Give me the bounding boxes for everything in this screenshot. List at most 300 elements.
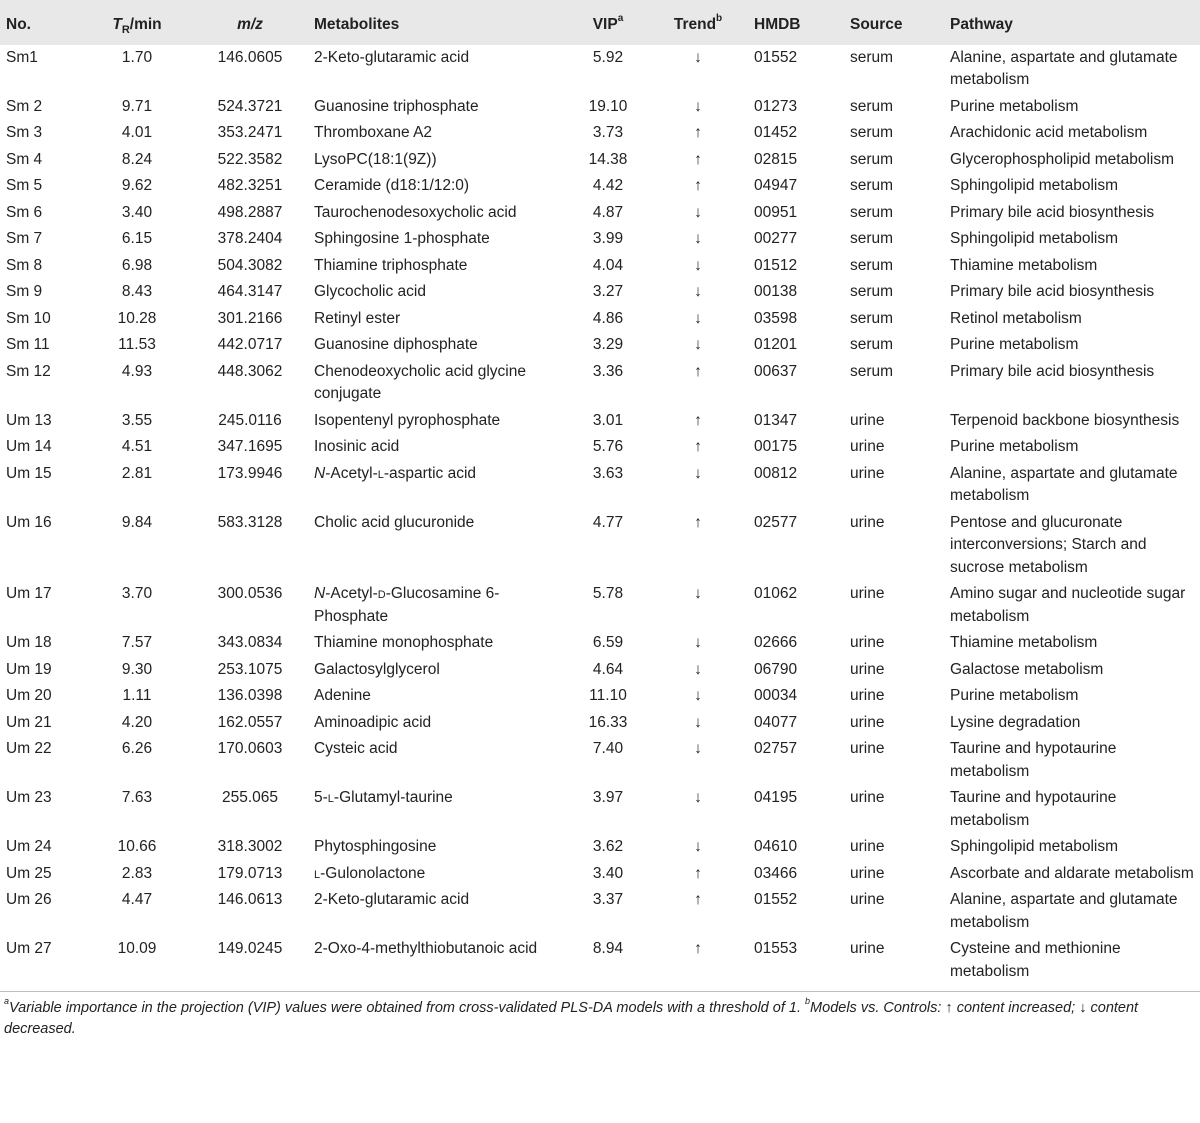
cell-vip: 3.01 bbox=[592, 411, 624, 429]
cell-metabolite bbox=[308, 887, 568, 936]
cell-mz: 136.0398 bbox=[217, 687, 283, 704]
cell-trend: ↓ bbox=[694, 309, 702, 327]
cell-pathway: Taurine and hypotaurine metabolism bbox=[950, 740, 1117, 780]
cell-vip: 16.33 bbox=[588, 713, 628, 731]
cell-vip: 14.38 bbox=[588, 150, 628, 168]
cell-source: urine bbox=[850, 713, 885, 731]
cell-source: serum bbox=[850, 309, 894, 327]
cell-retention-time: 8.24 bbox=[121, 150, 153, 168]
table-row bbox=[0, 887, 1200, 936]
cell-no: Sm 8 bbox=[6, 256, 43, 274]
header-retention-time bbox=[82, 0, 192, 45]
cell-hmdb: 03598 bbox=[754, 309, 798, 327]
cell-vip: 3.73 bbox=[592, 124, 624, 141]
cell-mz: 343.0834 bbox=[217, 634, 283, 651]
cell-no: Um 15 bbox=[6, 464, 52, 482]
header-trend-sup: b bbox=[716, 12, 723, 24]
table-row bbox=[0, 279, 1200, 306]
table-row bbox=[0, 785, 1200, 834]
cell-mz: 173.9946 bbox=[217, 464, 283, 482]
cell-retention-time: 10.28 bbox=[117, 309, 157, 327]
cell-source: serum bbox=[850, 177, 894, 194]
cell-source: urine bbox=[850, 891, 885, 908]
cell-pathway: Galactose metabolism bbox=[950, 660, 1104, 678]
cell-mz: 255.065 bbox=[221, 789, 279, 806]
cell-vip: 4.87 bbox=[592, 203, 624, 221]
cell-mz: 245.0116 bbox=[218, 411, 282, 429]
cell-hmdb: 04195 bbox=[754, 789, 798, 806]
cell-source: serum bbox=[850, 256, 894, 274]
metabolite-mid: -Acetyl- bbox=[325, 464, 378, 482]
cell-retention-time: 7.63 bbox=[121, 789, 153, 806]
cell-vip: 3.27 bbox=[592, 283, 624, 300]
cell-hmdb: 00812 bbox=[754, 464, 798, 482]
cell-retention-time: 9.30 bbox=[121, 660, 153, 678]
header-mz: m/z bbox=[237, 16, 263, 33]
cell-source: serum bbox=[850, 230, 894, 247]
cell-metabolite bbox=[308, 147, 568, 174]
cell-source: urine bbox=[850, 687, 885, 704]
cell-mz: 300.0536 bbox=[217, 585, 283, 602]
metabolite-name: Thiamine triphosphate bbox=[314, 256, 468, 274]
cell-trend: ↑ bbox=[694, 177, 702, 194]
metabolite-name: Chenodeoxycholic acid glycine conjugate bbox=[314, 362, 526, 402]
cell-source: urine bbox=[850, 864, 885, 882]
cell-source: serum bbox=[850, 48, 894, 66]
cell-retention-time: 2.83 bbox=[121, 864, 153, 882]
metabolite-name: 2-Keto-glutaramic acid bbox=[314, 48, 470, 66]
table-row bbox=[0, 147, 1200, 174]
cell-pathway: Sphingolipid metabolism bbox=[950, 838, 1119, 855]
metabolite-name: -Glutamyl-taurine bbox=[333, 789, 453, 806]
cell-source: urine bbox=[850, 411, 885, 429]
cell-trend: ↑ bbox=[694, 864, 702, 882]
cell-hmdb: 02757 bbox=[754, 740, 798, 757]
cell-metabolite bbox=[308, 253, 568, 280]
cell-trend: ↓ bbox=[694, 48, 702, 66]
metabolite-name: Cysteic acid bbox=[314, 740, 398, 757]
cell-metabolite bbox=[308, 200, 568, 227]
cell-vip: 5.92 bbox=[592, 48, 624, 66]
cell-metabolite bbox=[308, 45, 568, 94]
cell-mz: 524.3721 bbox=[217, 97, 283, 115]
cell-metabolite bbox=[308, 226, 568, 253]
cell-mz: 378.2404 bbox=[217, 230, 283, 247]
cell-mz: 464.3147 bbox=[217, 283, 283, 300]
cell-vip: 4.42 bbox=[592, 177, 624, 194]
cell-hmdb: 01273 bbox=[754, 97, 798, 115]
metabolite-name: Adenine bbox=[314, 687, 371, 704]
table-row bbox=[0, 306, 1200, 333]
table-row bbox=[0, 332, 1200, 359]
metabolite-name: Thiamine monophosphate bbox=[314, 634, 494, 651]
cell-trend: ↑ bbox=[694, 513, 702, 531]
cell-retention-time: 1.11 bbox=[122, 687, 152, 704]
cell-retention-time: 4.20 bbox=[121, 713, 153, 731]
cell-no: Um 25 bbox=[6, 864, 52, 882]
metabolite-name: 2-Oxo-4-methylthiobutanoic acid bbox=[314, 940, 538, 957]
cell-retention-time: 6.98 bbox=[121, 256, 153, 274]
cell-hmdb: 01062 bbox=[754, 585, 798, 602]
cell-vip: 8.94 bbox=[568, 936, 648, 992]
cell-retention-time: 4.01 bbox=[121, 124, 153, 141]
cell-pathway: Alanine, aspartate and glutamate metabolism bbox=[950, 48, 1178, 88]
header-vip-label: VIP bbox=[592, 16, 618, 33]
table-row bbox=[0, 461, 1200, 510]
cell-metabolite bbox=[308, 173, 568, 200]
cell-hmdb: 04077 bbox=[754, 713, 798, 731]
cell-pathway: Purine metabolism bbox=[950, 438, 1079, 455]
cell-source: urine bbox=[850, 634, 885, 651]
header-pathway: Pathway bbox=[950, 16, 1013, 33]
cell-metabolite bbox=[308, 434, 568, 461]
metabolite-name: -Gulonolactone bbox=[320, 864, 426, 882]
cell-no: Sm 5 bbox=[6, 177, 43, 194]
cell-mz: 347.1695 bbox=[217, 438, 283, 455]
cell-vip: 6.59 bbox=[592, 634, 624, 651]
metabolite-name: Guanosine diphosphate bbox=[314, 336, 478, 353]
cell-metabolite bbox=[308, 630, 568, 657]
footnote-a-mark: a bbox=[4, 996, 10, 1007]
cell-trend: ↓ bbox=[694, 203, 702, 221]
cell-pathway: Purine metabolism bbox=[950, 97, 1079, 115]
metabolite-name: -Glucosamine 6-Phosphate bbox=[314, 585, 500, 625]
cell-pathway: Terpenoid backbone biosynthesis bbox=[950, 411, 1180, 429]
cell-no: Sm 11 bbox=[6, 336, 50, 353]
table-row bbox=[0, 45, 1200, 94]
metabolite-name: Isopentenyl pyrophosphate bbox=[314, 411, 501, 429]
cell-no: Um 18 bbox=[6, 634, 52, 651]
cell-retention-time: 3.40 bbox=[121, 203, 153, 221]
cell-no: Um 22 bbox=[6, 740, 52, 757]
cell-mz: 162.0557 bbox=[217, 713, 283, 731]
cell-retention-time: 7.57 bbox=[121, 634, 153, 651]
cell-metabolite bbox=[308, 710, 568, 737]
cell-source: serum bbox=[850, 283, 894, 300]
cell-hmdb: 01552 bbox=[754, 891, 798, 908]
table-row bbox=[0, 120, 1200, 147]
cell-pathway: Primary bile acid biosynthesis bbox=[950, 283, 1155, 300]
cell-mz: 179.0713 bbox=[217, 864, 283, 882]
cell-source: urine bbox=[850, 838, 885, 855]
cell-retention-time: 9.62 bbox=[121, 177, 153, 194]
cell-no: Um 24 bbox=[6, 838, 52, 855]
cell-hmdb: 02815 bbox=[754, 150, 798, 168]
cell-trend: ↓ bbox=[694, 660, 702, 678]
metabolite-stereo: l bbox=[314, 864, 321, 882]
cell-retention-time: 9.71 bbox=[121, 97, 153, 115]
metabolite-name: Thromboxane A2 bbox=[314, 124, 433, 141]
cell-retention-time: 3.55 bbox=[121, 411, 153, 429]
header-vip-sup: a bbox=[617, 12, 624, 24]
cell-mz: 318.3002 bbox=[217, 838, 283, 855]
table-row bbox=[0, 630, 1200, 657]
cell-hmdb: 00637 bbox=[754, 362, 798, 380]
cell-hmdb: 01347 bbox=[754, 411, 798, 429]
cell-mz: 522.3582 bbox=[217, 150, 283, 168]
metabolite-mid: 5- bbox=[314, 789, 328, 806]
footnote-a-text: Variable importance in the projection (VIP) values were obtained from cross-validated PLS-DA models with a threshold of 1. bbox=[9, 1000, 801, 1016]
cell-vip: 4.86 bbox=[592, 309, 624, 327]
table-row bbox=[0, 834, 1200, 861]
cell-pathway: Cysteine and methionine metabolism bbox=[944, 936, 1200, 992]
cell-pathway: Purine metabolism bbox=[950, 687, 1079, 704]
cell-retention-time: 4.93 bbox=[121, 362, 153, 380]
cell-no: Um 13 bbox=[6, 411, 52, 429]
table-row bbox=[0, 657, 1200, 684]
cell-metabolite bbox=[308, 683, 568, 710]
cell-hmdb: 00138 bbox=[754, 283, 798, 300]
cell-pathway: Sphingolipid metabolism bbox=[950, 230, 1119, 247]
cell-source: serum bbox=[850, 336, 894, 353]
cell-source: serum bbox=[850, 97, 894, 115]
cell-no: Sm1 bbox=[6, 48, 38, 66]
table-row bbox=[0, 710, 1200, 737]
metabolite-stereo: l bbox=[327, 789, 334, 806]
metabolite-stereo: l bbox=[377, 464, 384, 482]
cell-retention-time: 10.66 bbox=[117, 838, 157, 855]
cell-mz: 504.3082 bbox=[217, 256, 283, 274]
cell-trend: ↓ bbox=[694, 256, 702, 274]
cell-mz: 482.3251 bbox=[217, 177, 283, 194]
cell-vip: 3.29 bbox=[592, 336, 624, 353]
header-trend bbox=[648, 0, 748, 45]
cell-hmdb: 01552 bbox=[754, 48, 798, 66]
metabolite-name: Phytosphingosine bbox=[314, 838, 437, 855]
table-row bbox=[0, 253, 1200, 280]
cell-trend: ↓ bbox=[694, 687, 702, 704]
metabolite-name: Sphingosine 1-phosphate bbox=[314, 230, 490, 247]
cell-trend: ↑ bbox=[694, 411, 702, 429]
cell-no: Um 14 bbox=[6, 438, 52, 455]
cell-hmdb: 04610 bbox=[754, 838, 798, 855]
cell-no: Um 26 bbox=[6, 891, 52, 908]
cell-vip: 3.36 bbox=[592, 362, 624, 380]
cell-no: Um 20 bbox=[6, 687, 52, 704]
cell-pathway: Lysine degradation bbox=[950, 713, 1081, 731]
cell-trend: ↓ bbox=[694, 634, 702, 651]
cell-trend: ↓ bbox=[694, 97, 702, 115]
cell-source: serum bbox=[850, 203, 894, 221]
header-hmdb: HMDB bbox=[754, 16, 801, 33]
header-tr-sub: R bbox=[121, 24, 130, 37]
cell-retention-time: 10.09 bbox=[82, 936, 192, 992]
table-row bbox=[0, 861, 1200, 888]
cell-no: Um 19 bbox=[6, 660, 52, 678]
cell-pathway: Arachidonic acid metabolism bbox=[950, 124, 1148, 141]
header-source: Source bbox=[850, 16, 903, 33]
cell-vip: 11.10 bbox=[589, 687, 627, 704]
metabolite-name: Glycocholic acid bbox=[314, 283, 426, 300]
metabolite-name: Guanosine triphosphate bbox=[314, 97, 479, 115]
cell-metabolite bbox=[308, 785, 568, 834]
cell-pathway: Amino sugar and nucleotide sugar metabolism bbox=[950, 585, 1186, 625]
cell-trend: ↑ bbox=[648, 936, 748, 992]
cell-no: Um 27 bbox=[0, 936, 82, 992]
table-row bbox=[0, 94, 1200, 121]
cell-no: Sm 2 bbox=[6, 97, 43, 115]
cell-mz: 146.0613 bbox=[217, 891, 283, 908]
cell-mz: 353.2471 bbox=[217, 124, 283, 141]
cell-retention-time: 1.70 bbox=[121, 48, 153, 66]
cell-pathway: Alanine, aspartate and glutamate metabolism bbox=[950, 464, 1178, 504]
cell-vip: 3.62 bbox=[592, 838, 624, 855]
cell-mz: 301.2166 bbox=[217, 309, 283, 327]
cell-hmdb: 01452 bbox=[754, 124, 798, 141]
cell-metabolite bbox=[308, 510, 568, 582]
footnote-b-text: Models vs. Controls: ↑ content increased; ↓ content decreased. bbox=[4, 1000, 1139, 1037]
cell-retention-time: 9.84 bbox=[121, 513, 153, 531]
cell-source: urine bbox=[850, 740, 885, 757]
cell-vip: 19.10 bbox=[588, 97, 628, 115]
table-footnote bbox=[0, 992, 1200, 1040]
cell-metabolite bbox=[308, 120, 568, 147]
cell-vip: 3.37 bbox=[592, 891, 624, 908]
cell-metabolite bbox=[308, 408, 568, 435]
cell-hmdb: 00277 bbox=[754, 230, 798, 247]
cell-vip: 3.99 bbox=[592, 230, 624, 247]
cell-pathway: Sphingolipid metabolism bbox=[950, 177, 1119, 194]
metabolite-name: Aminoadipic acid bbox=[314, 713, 432, 731]
metabolite-stereo: d bbox=[377, 585, 386, 602]
cell-pathway: Primary bile acid biosynthesis bbox=[950, 362, 1155, 380]
cell-mz: 583.3128 bbox=[217, 513, 283, 531]
metabolite-name: -aspartic acid bbox=[383, 464, 477, 482]
metabolite-name: Taurochenodesoxycholic acid bbox=[314, 203, 517, 221]
table-row bbox=[0, 736, 1200, 785]
cell-metabolite bbox=[308, 657, 568, 684]
footnote-b-mark: b bbox=[805, 996, 811, 1007]
cell-pathway: Purine metabolism bbox=[950, 336, 1079, 353]
cell-trend: ↓ bbox=[694, 283, 702, 300]
cell-metabolite bbox=[308, 581, 568, 630]
cell-source: urine bbox=[850, 789, 885, 806]
header-tr-base: T bbox=[112, 16, 122, 33]
cell-source: urine bbox=[850, 513, 885, 531]
cell-trend: ↑ bbox=[694, 150, 702, 168]
cell-retention-time: 6.15 bbox=[121, 230, 153, 247]
cell-source: serum bbox=[850, 124, 894, 141]
cell-source: urine bbox=[850, 464, 885, 482]
table-body bbox=[0, 45, 1200, 992]
cell-trend: ↓ bbox=[694, 838, 702, 855]
cell-source: serum bbox=[850, 362, 894, 380]
header-tr-unit: /min bbox=[129, 16, 162, 33]
cell-hmdb: 00175 bbox=[754, 438, 798, 455]
cell-hmdb: 00034 bbox=[754, 687, 798, 704]
header-trend-label: Trend bbox=[673, 16, 717, 33]
header-metabolites: Metabolites bbox=[314, 16, 400, 33]
cell-hmdb: 02577 bbox=[754, 513, 798, 531]
cell-mz: 253.1075 bbox=[217, 660, 283, 678]
cell-source: urine bbox=[850, 585, 885, 602]
cell-pathway: Thiamine metabolism bbox=[950, 256, 1098, 274]
header-row bbox=[0, 0, 1200, 45]
header-no: No. bbox=[6, 16, 31, 33]
metabolite-prefix: N bbox=[314, 585, 326, 602]
cell-hmdb: 02666 bbox=[754, 634, 798, 651]
cell-trend: ↑ bbox=[694, 124, 702, 141]
cell-vip: 3.97 bbox=[592, 789, 624, 806]
cell-mz: 146.0605 bbox=[217, 48, 283, 66]
cell-metabolite bbox=[308, 834, 568, 861]
cell-pathway: Pentose and glucuronate interconversions; Starch and sucrose metabolism bbox=[950, 513, 1147, 576]
cell-trend: ↓ bbox=[694, 464, 702, 482]
table-row bbox=[0, 200, 1200, 227]
cell-metabolite bbox=[308, 861, 568, 888]
cell-metabolite bbox=[308, 461, 568, 510]
cell-no: Sm 3 bbox=[6, 124, 43, 141]
metabolite-name: LysoPC(18:1(9Z)) bbox=[314, 150, 437, 168]
cell-metabolite bbox=[308, 736, 568, 785]
metabolite-name: Inosinic acid bbox=[314, 438, 400, 455]
cell-no: Um 17 bbox=[6, 585, 52, 602]
cell-metabolite bbox=[308, 936, 568, 992]
cell-vip: 4.77 bbox=[592, 513, 624, 531]
cell-metabolite bbox=[308, 94, 568, 121]
cell-hmdb: 01512 bbox=[754, 256, 798, 274]
cell-pathway: Alanine, aspartate and glutamate metabolism bbox=[950, 891, 1178, 931]
table-row bbox=[0, 510, 1200, 582]
cell-trend: ↓ bbox=[694, 336, 702, 353]
cell-pathway: Ascorbate and aldarate metabolism bbox=[950, 864, 1194, 882]
cell-vip: 7.40 bbox=[592, 740, 624, 757]
cell-pathway: Primary bile acid biosynthesis bbox=[950, 203, 1155, 221]
cell-mz: 498.2887 bbox=[217, 203, 283, 221]
table-row bbox=[0, 936, 1200, 992]
metabolite-name: Galactosylglycerol bbox=[314, 660, 440, 678]
cell-metabolite bbox=[308, 332, 568, 359]
cell-retention-time: 6.26 bbox=[121, 740, 153, 757]
table-header bbox=[0, 0, 1200, 45]
cell-source: urine bbox=[844, 936, 944, 992]
cell-pathway: Glycerophospholipid metabolism bbox=[950, 150, 1175, 168]
table-row bbox=[0, 408, 1200, 435]
cell-vip: 4.04 bbox=[592, 256, 624, 274]
cell-hmdb: 06790 bbox=[754, 660, 798, 678]
cell-hmdb: 00951 bbox=[754, 203, 798, 221]
cell-pathway: Retinol metabolism bbox=[950, 309, 1082, 327]
metabolite-name: 2-Keto-glutaramic acid bbox=[314, 891, 470, 908]
cell-trend: ↑ bbox=[694, 438, 702, 455]
cell-trend: ↓ bbox=[694, 585, 702, 602]
header-vip bbox=[568, 0, 648, 45]
cell-source: urine bbox=[850, 438, 885, 455]
metabolite-name: Retinyl ester bbox=[314, 309, 401, 327]
cell-hmdb: 03466 bbox=[754, 864, 798, 882]
cell-retention-time: 4.51 bbox=[121, 438, 153, 455]
cell-mz: 149.0245 bbox=[192, 936, 308, 992]
cell-metabolite bbox=[308, 359, 568, 408]
cell-no: Sm 6 bbox=[6, 203, 43, 221]
cell-mz: 170.0603 bbox=[217, 740, 283, 757]
metabolite-name: Ceramide (d18:1/12:0) bbox=[314, 177, 470, 194]
cell-trend: ↓ bbox=[694, 789, 702, 806]
cell-no: Sm 4 bbox=[6, 150, 43, 168]
cell-retention-time: 4.47 bbox=[121, 891, 153, 908]
cell-no: Um 16 bbox=[6, 513, 52, 531]
table-row bbox=[0, 173, 1200, 200]
cell-pathway: Thiamine metabolism bbox=[950, 634, 1098, 651]
cell-source: urine bbox=[850, 660, 885, 678]
cell-metabolite bbox=[308, 306, 568, 333]
metabolite-mid: -Acetyl- bbox=[325, 585, 378, 602]
cell-no: Sm 10 bbox=[6, 309, 51, 327]
cell-trend: ↓ bbox=[694, 740, 702, 757]
cell-vip: 3.40 bbox=[592, 864, 624, 882]
table-row bbox=[0, 581, 1200, 630]
cell-hmdb: 01553 bbox=[748, 936, 844, 992]
